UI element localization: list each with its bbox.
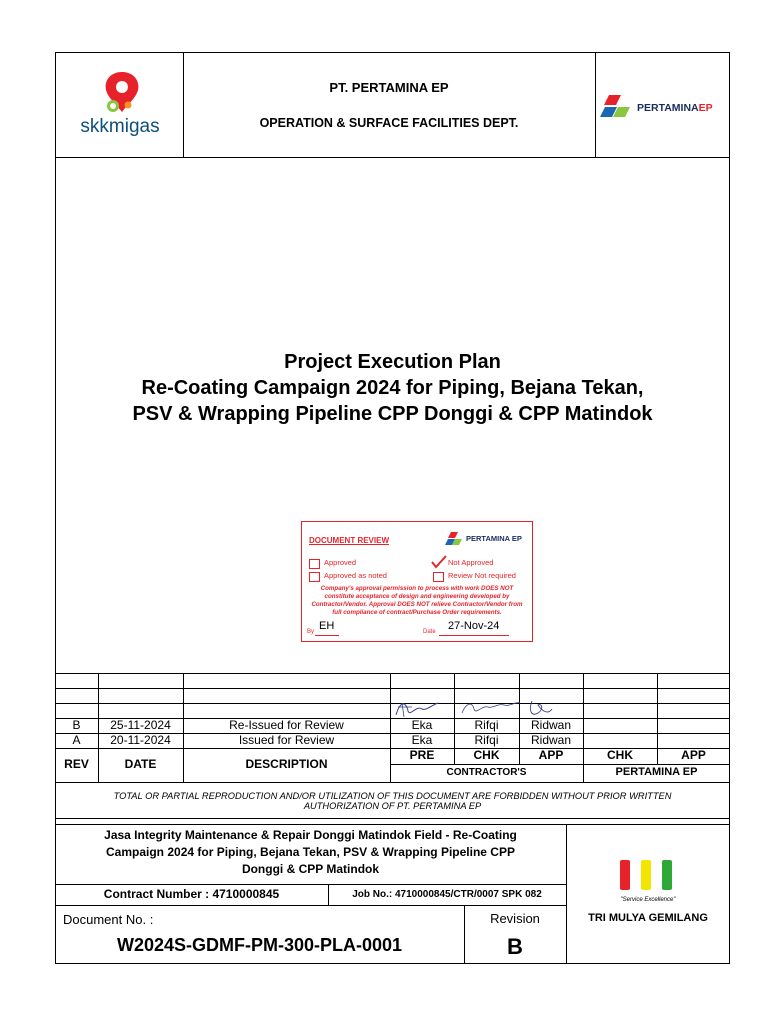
- rev-b-approved: Ridwan: [530, 718, 572, 732]
- stamp-date-label: Date: [423, 629, 436, 635]
- project-name-line-2: Campaign 2024 for Piping, Bejana Tekan, PSV & Wrapping Pipeline CPP: [106, 845, 515, 859]
- reproduction-disclaimer: TOTAL OR PARTIAL REPRODUCTION AND/OR UTILIZATION OF THIS DOCUMENT ARE FORBIDDEN WITHOUT PRIOR WRITTEN AUTHORIZATION OF PT. PERTAMINA EP: [113, 791, 672, 811]
- document-title-line-1: Project Execution Plan: [284, 351, 501, 373]
- rev-b-prepared: Eka: [411, 718, 433, 732]
- tri-mulya-gemilang-logo: [617, 856, 679, 896]
- job-number: Job No.: 4710000845/CTR/0007 SPK 082: [352, 889, 542, 900]
- rev-a-date: 20-11-2024: [110, 733, 171, 747]
- pertamina-mark-icon: [599, 95, 633, 121]
- col-header-rev: REV: [64, 757, 89, 771]
- project-name-line-1: Jasa Integrity Maintenance & Repair Donggi Matindok Field - Re-Coating: [104, 828, 517, 842]
- col-header-app: APP: [538, 748, 564, 762]
- department-name: OPERATION & SURFACE FACILITIES DEPT.: [259, 116, 519, 130]
- col-header-owner-chk: CHK: [607, 748, 633, 762]
- skkmigas-wordmark: skkmigas: [80, 116, 160, 137]
- stamp-by-value: EH: [319, 620, 335, 632]
- contract-number: Contract Number : 4710000845: [103, 887, 280, 901]
- contractor-name: TRI MULYA GEMILANG: [588, 912, 708, 924]
- footer-line: [55, 905, 566, 906]
- col-header-chk: CHK: [473, 748, 500, 762]
- project-name-line-3: Donggi & CPP Matindok: [241, 862, 380, 876]
- approved-checkbox: [309, 559, 320, 569]
- rev-a-checked: Rifqi: [474, 733, 499, 747]
- revision-value: B: [507, 934, 523, 959]
- pertamina-ep-logo: [599, 95, 727, 123]
- green-bar-icon: [662, 860, 672, 890]
- yellow-bar-icon: [641, 860, 651, 890]
- rev-b-code: B: [72, 718, 81, 732]
- skkmigas-logo: [70, 68, 170, 143]
- header-col-divider: [595, 52, 596, 157]
- stamp-brand: PERTAMINA EP: [466, 534, 522, 543]
- approved-as-noted-label: Approved as noted: [324, 571, 387, 580]
- rev-table-top: [55, 673, 730, 674]
- rev-table-subline: [390, 764, 730, 765]
- stamp-date-line: [439, 635, 509, 636]
- stamp-disclaimer: Company's approval permission to process with work DOES NOT constitute acceptance of design and engineering developed by Contractor/Vendor. Approval DOES NOT relieve Contractor/Vendor from full compliance of contract/Purchase Order requirements.: [311, 585, 523, 616]
- rev-b-description: Re-Issued for Review: [229, 718, 344, 732]
- document-review-stamp: [301, 521, 533, 642]
- review-not-required-label: Review Not required: [448, 571, 516, 580]
- footer-top-line: [55, 824, 730, 825]
- disclaimer-divider: [55, 818, 730, 819]
- approved-as-noted-checkbox: [309, 572, 320, 582]
- stamp-heading: DOCUMENT REVIEW: [309, 536, 389, 545]
- header-divider: [55, 157, 730, 158]
- stamp-date-value: 27-Nov-24: [448, 620, 500, 632]
- signature-scribbles: [392, 699, 692, 719]
- rev-a-code: A: [72, 733, 81, 747]
- rev-table-line: [55, 688, 730, 689]
- col-header-pre: PRE: [409, 748, 435, 762]
- not-approved-label: Not Approved: [448, 558, 494, 567]
- checkmark-icon: [431, 555, 447, 569]
- pertamina-wordmark: PERTAMINAEP: [637, 102, 713, 114]
- red-bar-icon: [620, 860, 630, 890]
- col-header-date: DATE: [124, 757, 157, 771]
- col-header-description: DESCRIPTION: [245, 757, 328, 771]
- rev-table-bottom: [55, 782, 730, 783]
- approved-label: Approved: [324, 558, 357, 567]
- footer-divider: [566, 824, 567, 964]
- owner-label: PERTAMINA EP: [615, 766, 698, 778]
- document-title-line-3: PSV & Wrapping Pipeline CPP Donggi & CPP Matindok: [132, 403, 653, 425]
- col-header-owner-app: APP: [681, 748, 706, 762]
- review-not-required-checkbox: [433, 572, 444, 582]
- rev-a-prepared: Eka: [411, 733, 433, 747]
- document-number-label: Document No. :: [63, 912, 154, 927]
- stamp-pertamina-icon: [445, 532, 463, 546]
- stamp-by-label: By: [307, 629, 315, 635]
- document-number: W2024S-GDMF-PM-300-PLA-0001: [116, 935, 403, 955]
- document-title-line-2: Re-Coating Campaign 2024 for Piping, Bejana Tekan,: [141, 377, 644, 399]
- rev-a-approved: Ridwan: [530, 733, 572, 747]
- rev-b-date: 25-11-2024: [110, 718, 171, 732]
- header-col-divider: [183, 52, 184, 157]
- footer-line: [55, 884, 566, 885]
- contractor-label: CONTRACTOR'S: [446, 767, 527, 778]
- revision-label: Revision: [490, 911, 540, 926]
- rev-b-checked: Rifqi: [474, 718, 499, 732]
- stamp-by-line: [315, 635, 339, 636]
- contractor-tagline: "Service Excellence": [620, 897, 676, 903]
- rev-a-description: Issued for Review: [238, 733, 335, 747]
- company-name: PT. PERTAMINA EP: [329, 80, 449, 95]
